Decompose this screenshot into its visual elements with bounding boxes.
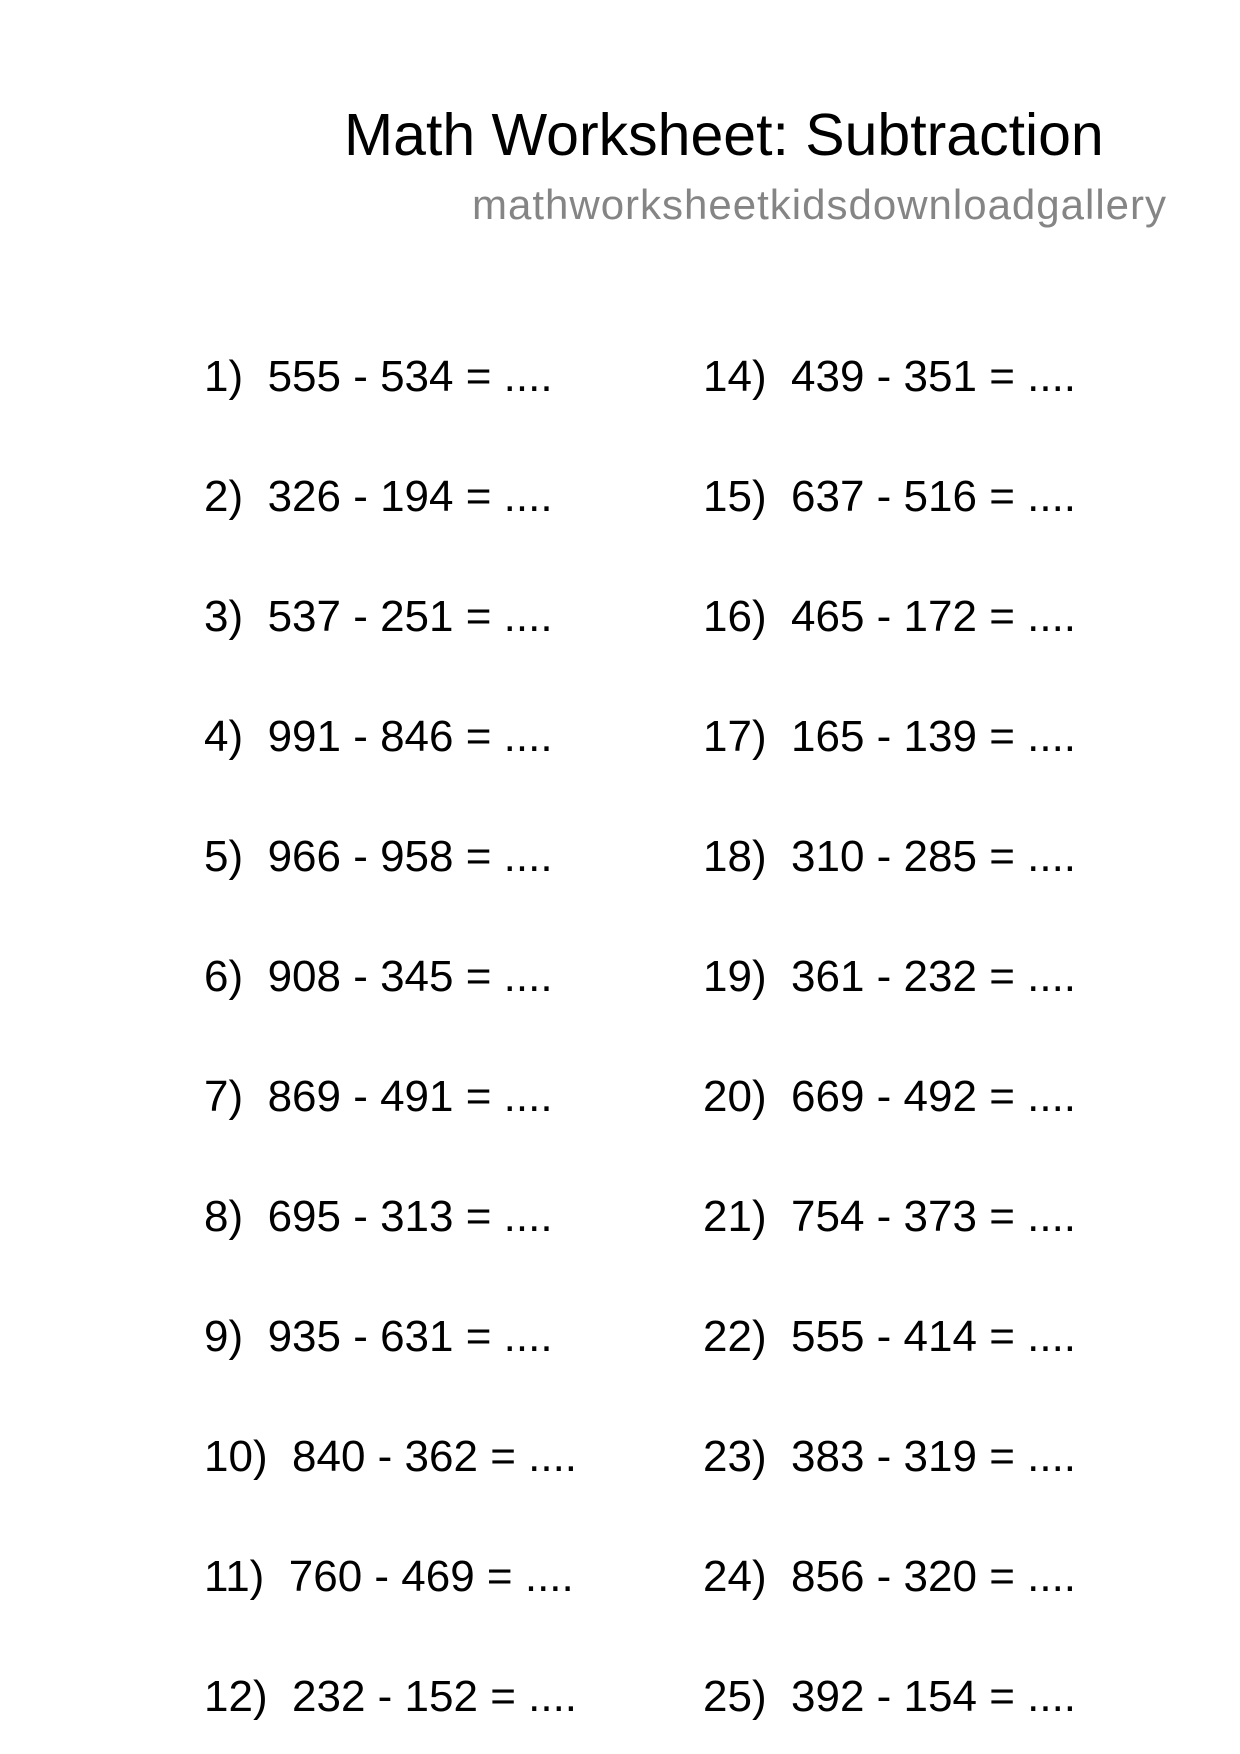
problem-item: 19) 361 - 232 = .... xyxy=(703,952,1077,1001)
worksheet-source: mathworksheetkidsdownloadgallery xyxy=(472,181,1168,228)
problem-item: 1) 555 - 534 = .... xyxy=(204,352,553,401)
problem-item: 24) 856 - 320 = .... xyxy=(703,1552,1077,1601)
problem-item: 9) 935 - 631 = .... xyxy=(204,1312,553,1361)
problem-item: 21) 754 - 373 = .... xyxy=(703,1192,1077,1241)
problem-item: 16) 465 - 172 = .... xyxy=(703,592,1077,641)
problem-item: 7) 869 - 491 = .... xyxy=(204,1072,553,1121)
problem-item: 8) 695 - 313 = .... xyxy=(204,1192,553,1241)
problem-item: 20) 669 - 492 = .... xyxy=(703,1072,1077,1121)
worksheet-title: Math Worksheet: Subtraction xyxy=(344,102,1104,168)
problem-item: 10) 840 - 362 = .... xyxy=(204,1432,578,1481)
problem-item: 15) 637 - 516 = .... xyxy=(703,472,1077,521)
problem-item: 11) 760 - 469 = .... xyxy=(204,1552,574,1601)
problem-item: 12) 232 - 152 = .... xyxy=(204,1672,578,1721)
problem-item: 2) 326 - 194 = .... xyxy=(204,472,553,521)
problem-item: 14) 439 - 351 = .... xyxy=(703,352,1077,401)
problem-item: 25) 392 - 154 = .... xyxy=(703,1672,1077,1721)
problem-item: 17) 165 - 139 = .... xyxy=(703,712,1077,761)
problem-item: 5) 966 - 958 = .... xyxy=(204,832,553,881)
problem-item: 22) 555 - 414 = .... xyxy=(703,1312,1077,1361)
problem-item: 23) 383 - 319 = .... xyxy=(703,1432,1077,1481)
problem-item: 4) 991 - 846 = .... xyxy=(204,712,553,761)
problem-item: 6) 908 - 345 = .... xyxy=(204,952,553,1001)
problem-item: 3) 537 - 251 = .... xyxy=(204,592,553,641)
problem-item: 18) 310 - 285 = .... xyxy=(703,832,1077,881)
